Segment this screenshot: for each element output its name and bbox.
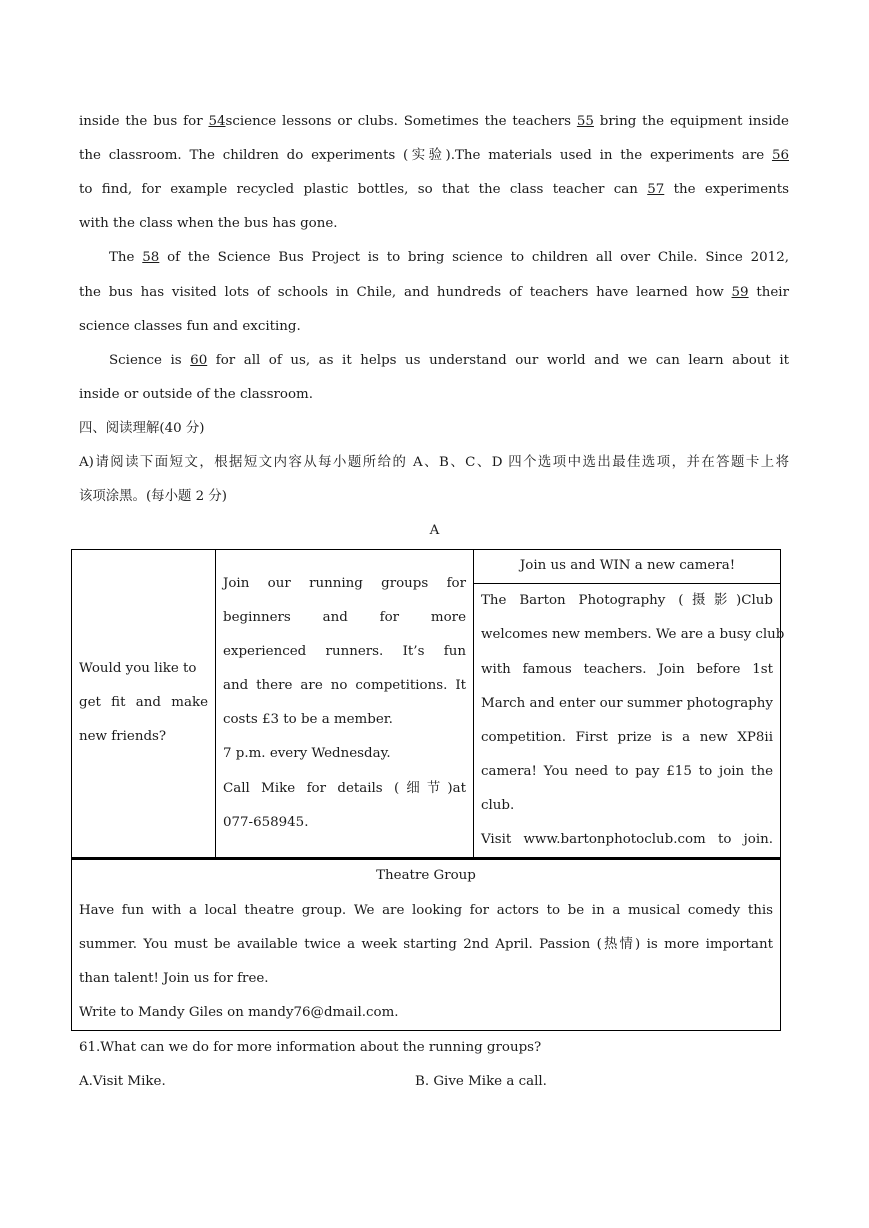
cell-line: The Barton Photography (摄影)Club [481,593,773,608]
passage-letter: A [429,523,440,538]
cell-line: club. [481,798,515,813]
text-line: to find, for example recycled plastic bottles, so that the class teacher can 57 the experiments [79,182,789,197]
cell-line: 077-658945. [223,815,309,830]
cell-line: Write to Mandy Giles on mandy76@dmail.com. [79,1005,399,1020]
cell-line: camera! You need to pay £15 to join the [481,764,773,779]
table-divider [215,549,474,858]
text-line: the bus has visited lots of schools in Chile, and hundreds of teachers have learned how 59 their [79,285,789,300]
cell-line: with famous teachers. Join before 1st [481,662,773,677]
text-line: Science is 60 for all of us, as it helps us understand our world and we can learn about it [109,353,789,368]
cell-line: competition. First prize is a new XP8ii [481,730,773,745]
instruction-line: 该项涂黑。(每小题 2 分) [79,489,227,504]
cell-line: Call Mike for details (细节)at [223,781,466,796]
cell-line: Join our running groups for [223,576,466,591]
cell-line: Visit www.bartonphotoclub.com to join. [481,832,773,847]
cell-line: beginners and for more [223,610,466,625]
text-line: the classroom. The children do experiments (实验).The materials used in the experiments are 56 [79,148,789,163]
cell-line: Would you like to [79,661,197,676]
cell-line: welcomes new members. We are a busy club [481,627,785,642]
text-line: The 58 of the Science Bus Project is to bring science to children all over Chile. Since 2012, [109,250,789,265]
cell-line: and there are no competitions. It [223,678,466,693]
option-b: B. Give Mike a call. [415,1074,547,1089]
cell-line: Have fun with a local theatre group. We are looking for actors to be in a musical comedy this [79,903,773,918]
cell-line: new friends? [79,729,167,744]
question-61: 61.What can we do for more information about the running groups? [79,1040,542,1055]
cell-line: March and enter our summer photography [481,696,773,711]
text-line: science classes fun and exciting. [79,319,301,334]
instruction-line: A)请阅读下面短文，根据短文内容从每小题所给的 A、B、C、D 四个选项中选出最佳选项，并在答题卡上将 [79,455,789,470]
cell-line: get fit and make [79,695,208,710]
text-line: with the class when the bus has gone. [79,216,338,231]
table-divider [474,583,781,584]
section-heading: 四、阅读理解(40 分) [79,421,205,436]
cell-line: summer. You must be available twice a week starting 2nd April. Passion (热情) is more important [79,937,773,952]
cell-title: Theatre Group [376,868,476,883]
cell-title: Join us and WIN a new camera! [519,558,736,573]
cell-line: than talent! Join us for free. [79,971,269,986]
option-a: A.Visit Mike. [79,1074,166,1089]
text-line: inside the bus for 54science lessons or clubs. Sometimes the teachers 55 bring the equipment inside [79,114,789,129]
cell-line: 7 p.m. every Wednesday. [223,746,391,761]
cell-line: experienced runners. It’s fun [223,644,466,659]
text-line: inside or outside of the classroom. [79,387,313,402]
cell-line: costs £3 to be a member. [223,712,393,727]
